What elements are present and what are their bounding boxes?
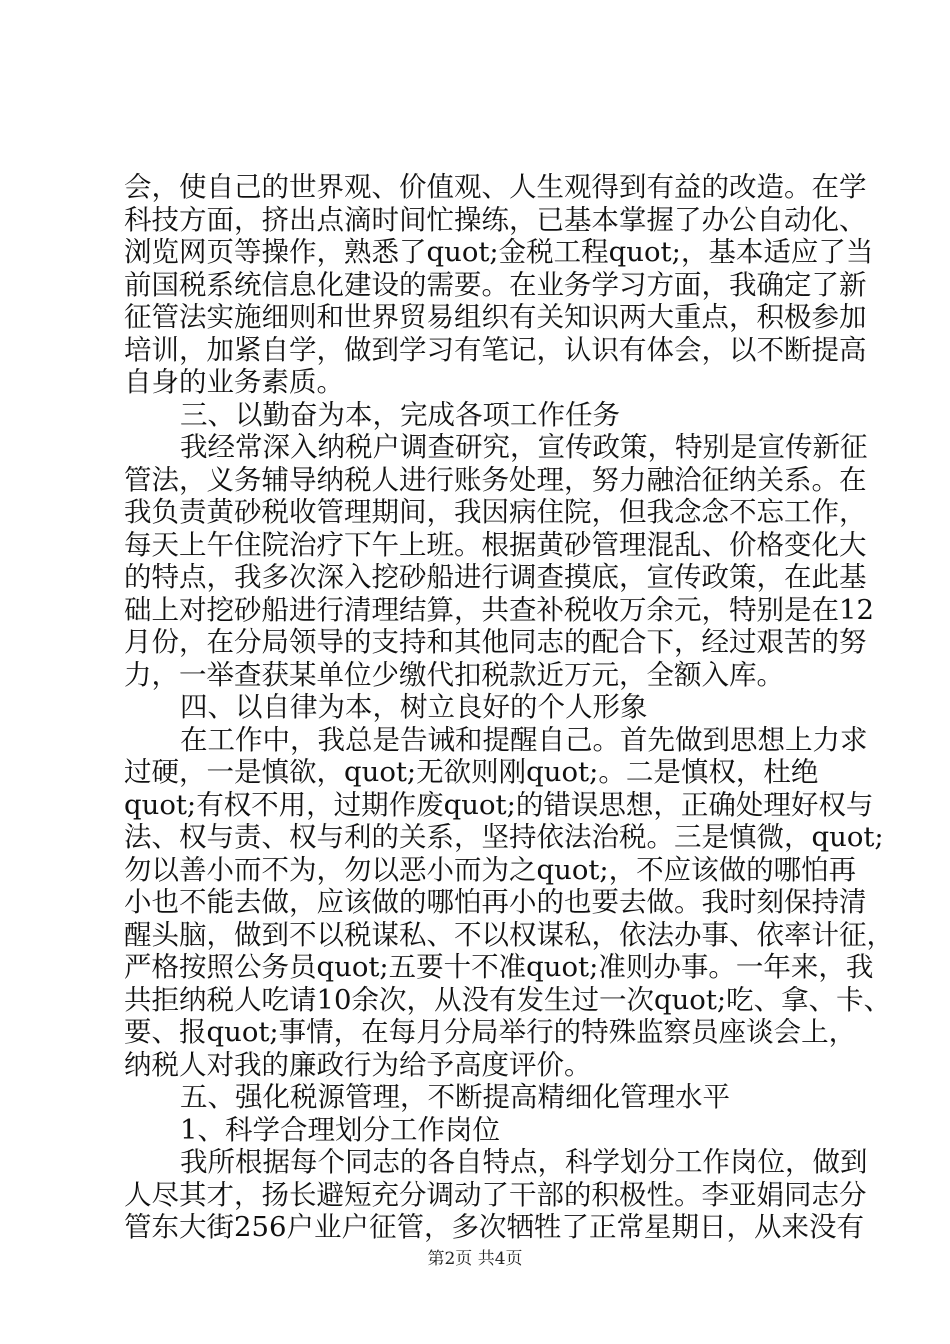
text-line: 培训，加紧自学，做到学习有笔记，认识有体会，以不断提高: [124, 333, 867, 366]
text-line: 醒头脑，做到不以税谋私、不以权谋私，依法办事、依率计征，: [124, 918, 894, 951]
text-line: 自身的业务素质。: [124, 366, 344, 398]
text-line: 纳税人对我的廉政行为给予高度评价。: [124, 1048, 592, 1081]
text-line: 础上对挖砂船进行清理结算，共查补税收万余元，特别是在12: [124, 593, 874, 626]
text-line: 人尽其才，扬长避短充分调动了干部的积极性。李亚娟同志分: [124, 1178, 867, 1211]
text-line: 我经常深入纳税户调查研究，宣传政策，特别是宣传新征: [180, 431, 868, 463]
text-line: quot;有权不用，过期作废quot;的错误思想，正确处理好权与: [124, 788, 874, 821]
text-line: 过硬，一是慎欲，quot;无欲则刚quot;。二是慎权，杜绝: [124, 756, 819, 788]
text-line: 共拒纳税人吃请10余次，从没有发生过一次quot;吃、拿、卡、: [124, 983, 892, 1016]
text-line: 严格按照公务员quot;五要十不准quot;准则办事。一年来，我: [124, 951, 874, 983]
text-line: 要、报quot;事情，在每月分局举行的特殊监察员座谈会上，: [124, 1016, 857, 1048]
text-line: 管东大街256户业户征管，多次牺牲了正常星期日，从来没有: [124, 1211, 864, 1243]
text-line: 前国税系统信息化建设的需要。在业务学习方面，我确定了新: [124, 268, 867, 301]
text-line: 五、强化税源管理，不断提高精细化管理水平: [180, 1081, 730, 1113]
document-body: [124, 171, 894, 1244]
text-line: 征管法实施细则和世界贸易组织有关知识两大重点，积极参加: [124, 301, 867, 333]
text-line: 在工作中，我总是告诫和提醒自己。首先做到思想上力求: [180, 723, 868, 756]
text-line: 月份，在分局领导的支持和其他同志的配合下，经过艰苦的努: [124, 626, 867, 658]
text-line: 我所根据每个同志的各自特点，科学划分工作岗位，做到: [180, 1146, 868, 1178]
text-line: 1、科学合理划分工作岗位: [180, 1113, 500, 1146]
text-line: 会，使自己的世界观、价值观、人生观得到有益的改造。在学: [124, 171, 867, 203]
text-line: 管法，义务辅导纳税人进行账务处理，努力融洽征纳关系。在: [124, 463, 867, 496]
text-line: 小也不能去做，应该做的哪怕再小的也要去做。我时刻保持清: [124, 886, 867, 918]
text-line: 的特点，我多次深入挖砂船进行调查摸底，宣传政策，在此基: [124, 561, 867, 593]
text-line: 法、权与责、权与利的关系，坚持依法治税。三是慎微，quot;: [124, 821, 884, 853]
text-line: 勿以善小而不为，勿以恶小而为之quot;，不应该做的哪怕再: [124, 853, 857, 886]
text-line: 三、以勤奋为本，完成各项工作任务: [180, 398, 620, 431]
text-line: 力，一举查获某单位少缴代扣税款近万元，全额入库。: [124, 658, 784, 691]
text-line: 我负责黄砂税收管理期间，我因病住院，但我念念不忘工作，: [124, 496, 867, 528]
text-line: 浏览网页等操作，熟悉了quot;金税工程quot;，基本适应了当: [124, 236, 874, 268]
text-line: 科技方面，挤出点滴时间忙操练，已基本掌握了办公自动化、: [124, 203, 867, 236]
text-line: 每天上午住院治疗下午上班。根据黄砂管理混乱、价格变化大: [124, 528, 867, 561]
text-line: 四、以自律为本，树立良好的个人形象: [180, 691, 648, 723]
page-footer: 第2页 共4页: [427, 1249, 523, 1269]
